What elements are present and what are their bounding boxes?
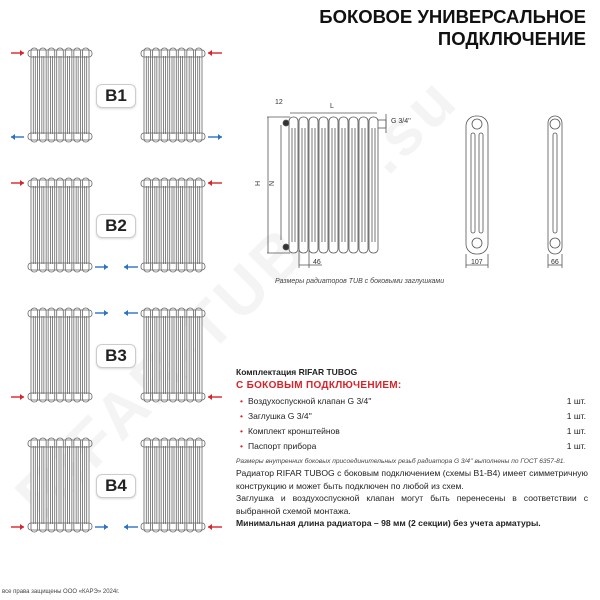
kit-item-name: Воздухоспускной клапан G 3/4'' (247, 396, 372, 406)
description-p2: Заглушка и воздухоспускной клапан могут быть перенесены в соответствии с выбранной схемой монтажа. (236, 493, 588, 516)
flow-arrow-icon (11, 134, 24, 140)
section-icon (329, 117, 338, 253)
flow-arrow-icon (11, 50, 24, 56)
dim-12: 12 (275, 99, 283, 106)
dim-thread: G 3/4'' (391, 118, 411, 125)
section-icon (289, 117, 298, 253)
kit-item-name: Комплект кронштейнов (247, 426, 340, 436)
radiator-icon (141, 48, 205, 142)
section-icon (349, 117, 358, 253)
dim-h: H (255, 180, 263, 187)
dim-46: 46 (313, 259, 321, 266)
kit-item-qty: 1 шт. (566, 396, 586, 406)
kit-heading: Комплектация RIFAR TUBOG (236, 367, 358, 377)
section-icon (309, 117, 318, 253)
flow-arrow-icon (11, 394, 24, 400)
dim-107: 107 (471, 259, 483, 266)
radiator-icon (141, 438, 205, 532)
drawing-caption: Размеры радиаторов TUB с боковыми заглушками (275, 278, 445, 285)
flow-arrow-icon (95, 310, 108, 316)
flow-arrow-icon (124, 524, 138, 530)
kit-item-name: Паспорт прибора (247, 441, 317, 451)
scheme-label-b3: B3 (96, 344, 136, 368)
flow-arrow-icon (95, 524, 108, 530)
radiator-icon (141, 178, 205, 272)
scheme-label-b2: B2 (96, 214, 136, 238)
flow-arrow-icon (208, 50, 222, 56)
scheme-label-b4: B4 (96, 474, 136, 498)
radiator-icon (28, 178, 92, 272)
title-line-1: БОКОВОЕ УНИВЕРСАЛЬНОЕ (319, 6, 586, 27)
radiator-icon (28, 308, 92, 402)
dim-n: N (269, 180, 277, 187)
flow-arrow-icon (11, 524, 24, 530)
flow-arrow-icon (95, 264, 108, 270)
section-icon (359, 117, 368, 253)
flow-arrow-icon (11, 180, 24, 186)
flow-arrow-icon (208, 394, 222, 400)
flow-arrow-icon (124, 264, 138, 270)
kit-item: • Заглушка G 3/4'' 1 шт. (240, 411, 586, 421)
section-icon (319, 117, 328, 253)
section-icon (339, 117, 348, 253)
dim-l: L (330, 103, 334, 110)
kit-item-qty: 1 шт. (566, 441, 586, 451)
page-title (319, 6, 586, 50)
kit-item-name: Заглушка G 3/4'' (247, 411, 312, 421)
kit-section (236, 367, 586, 465)
kit-note: Размеры внутренних боковых присоединительных резьб радиатора G 3/4'' выполнены по ГОСТ 6357-81. (236, 458, 566, 465)
description-p1: Радиатор RIFAR TUBOG с боковым подключением (схемы B1-B4) имеет симметричную конструкцию и может быть подключен по любой из схем. (236, 468, 588, 491)
kit-item-qty: 1 шт. (566, 426, 586, 436)
flow-arrow-icon (124, 310, 138, 316)
kit-subheading: С БОКОВЫМ ПОДКЛЮЧЕНИЕМ: (236, 380, 402, 391)
kit-item: • Паспорт прибора 1 шт. (240, 441, 586, 451)
radiator-icon (141, 308, 205, 402)
kit-item: • Воздухоспускной клапан G 3/4'' 1 шт. (240, 396, 586, 406)
dimension-drawing (250, 90, 600, 280)
flow-arrow-icon (208, 134, 222, 140)
copyright: все права защищены ООО «КАРЭ» 2024г. (2, 589, 120, 595)
scheme-label-b1: B1 (96, 84, 136, 108)
flow-arrow-icon (208, 524, 222, 530)
radiator-icon (28, 48, 92, 142)
kit-item-qty: 1 шт. (566, 411, 586, 421)
dim-66: 66 (551, 259, 559, 266)
section-icon (369, 117, 378, 253)
title-line-2: ПОДКЛЮЧЕНИЕ (437, 28, 586, 49)
section-icon (299, 117, 308, 253)
description (236, 467, 588, 530)
radiator-icon (28, 438, 92, 532)
kit-item: • Комплект кронштейнов 1 шт. (240, 426, 586, 436)
description-p3: Минимальная длина радиатора – 98 мм (2 секции) без учета арматуры. (236, 518, 541, 528)
flow-arrow-icon (208, 180, 222, 186)
